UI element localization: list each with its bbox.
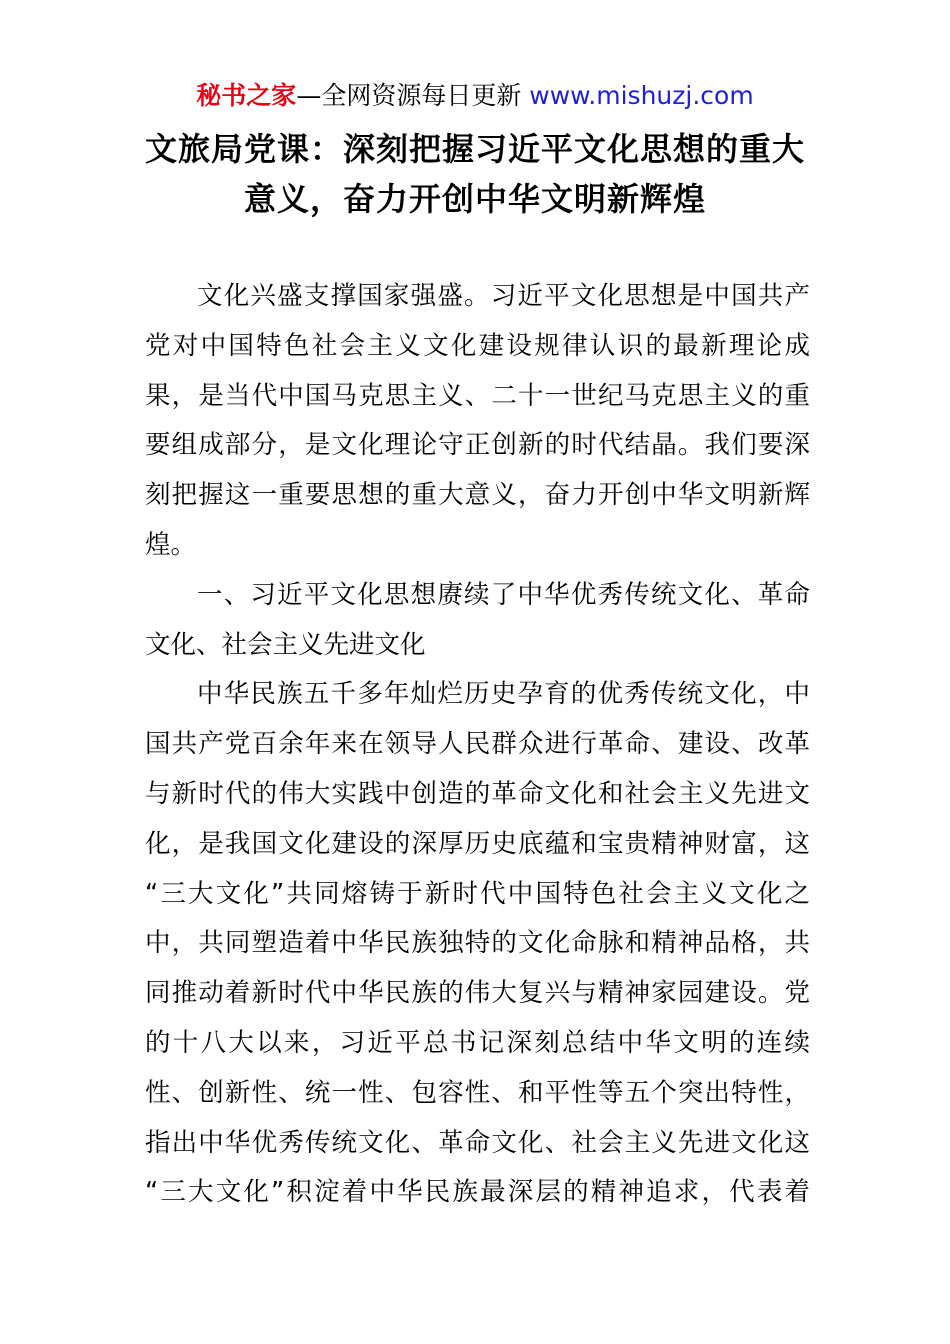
body-line: 国共产党百余年来在领导人民群众进行革命、建设、改革 xyxy=(145,729,810,760)
document-title xyxy=(140,124,810,224)
body-line: 党对中国特色社会主义文化建设规律认识的最新理论成 xyxy=(145,330,810,361)
body-line: 与新时代的伟大实践中创造的革命文化和社会主义先进文 xyxy=(145,778,810,809)
document-body xyxy=(145,272,810,1218)
body-line: “三大文化”积淀着中华民族最深层的精神追求，代表着 xyxy=(145,1177,810,1208)
body-line: 要组成部分，是文化理论守正创新的时代结晶。我们要深 xyxy=(145,430,810,461)
body-line: 文化兴盛支撑国家强盛。习近平文化思想是中国共产 xyxy=(197,281,810,311)
site-url-link[interactable]: www.mishuzj.com xyxy=(529,81,754,110)
body-line: 中华民族五千多年灿烂历史孕育的优秀传统文化，中 xyxy=(197,679,810,710)
body-line: 化，是我国文化建设的深厚历史底蕴和宝贵精神财富，这 xyxy=(145,828,810,859)
section-heading-line: 一、习近平文化思想赓续了中华优秀传统文化、革命 xyxy=(197,579,810,610)
body-line: 同推动着新时代中华民族的伟大复兴与精神家园建设。党 xyxy=(145,978,810,1009)
body-line: 刻把握这一重要思想的重大意义，奋力开创中华文明新辉 xyxy=(145,480,810,511)
body-line: 指出中华优秀传统文化、革命文化、社会主义先进文化这 xyxy=(145,1127,810,1158)
site-tagline: —全网资源每日更新 xyxy=(296,81,530,110)
title-line-2: 意义，奋力开创中华文明新辉煌 xyxy=(243,180,706,218)
section-heading-line: 文化、社会主义先进文化 xyxy=(145,629,426,660)
body-line: 果，是当代中国马克思主义、二十一世纪马克思主义的重 xyxy=(145,380,810,411)
body-line: “三大文化”共同熔铸于新时代中国特色社会主义文化之 xyxy=(145,878,810,909)
site-brand: 秘书之家 xyxy=(196,81,297,110)
title-line-1: 文旅局党课：深刻把握习近平文化思想的重大 xyxy=(144,130,805,168)
body-line: 中，共同塑造着中华民族独特的文化命脉和精神品格，共 xyxy=(145,928,810,959)
body-line: 煌。 xyxy=(145,529,197,560)
site-header xyxy=(0,80,950,112)
body-line: 的十八大以来，习近平总书记深刻总结中华文明的连续 xyxy=(145,1027,810,1058)
body-line: 性、创新性、统一性、包容性、和平性等五个突出特性， xyxy=(145,1077,810,1108)
